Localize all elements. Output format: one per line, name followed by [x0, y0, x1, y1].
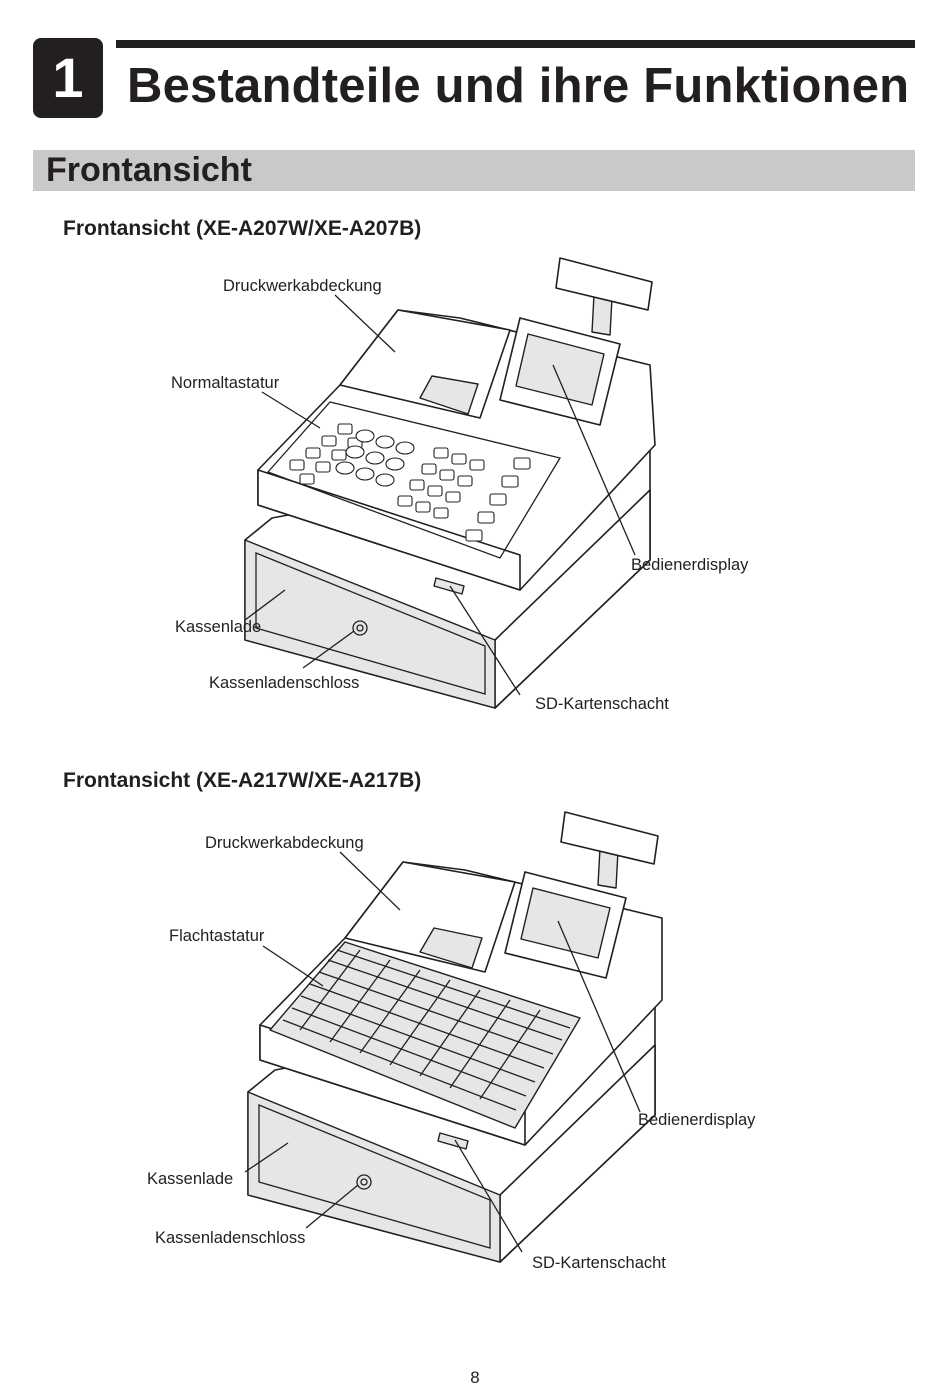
section-title: Frontansicht [46, 151, 252, 189]
figure-1 [0, 250, 950, 720]
figure-1-title: Frontansicht (XE-A207W/XE-A207B) [63, 217, 422, 240]
chapter-number-box: 1 [33, 38, 103, 118]
figure-2 [0, 800, 950, 1280]
label-operator-display: Bedienerdisplay [638, 1111, 756, 1129]
chapter-rule [116, 40, 915, 48]
cash-register-illustration-flat [0, 800, 950, 1280]
figure-2-title: Frontansicht (XE-A217W/XE-A217B) [63, 769, 422, 792]
label-drawer-lock: Kassenladenschloss [209, 674, 360, 692]
chapter-title: Bestandteile und ihre Funktionen [127, 59, 910, 113]
label-sd-slot: SD-Kartenschacht [532, 1254, 666, 1272]
cash-register-illustration-standard [0, 250, 950, 720]
label-drawer-lock: Kassenladenschloss [155, 1229, 306, 1247]
label-drawer: Kassenlade [175, 618, 262, 636]
label-sd-slot: SD-Kartenschacht [535, 695, 669, 713]
label-keyboard: Normaltastatur [171, 374, 280, 392]
page-number: 8 [470, 1368, 480, 1387]
label-operator-display: Bedienerdisplay [631, 556, 749, 574]
label-printer-cover: Druckwerkabdeckung [205, 834, 364, 852]
label-keyboard: Flachtastatur [169, 927, 265, 945]
label-printer-cover: Druckwerkabdeckung [223, 277, 382, 295]
label-drawer: Kassenlade [147, 1170, 234, 1188]
